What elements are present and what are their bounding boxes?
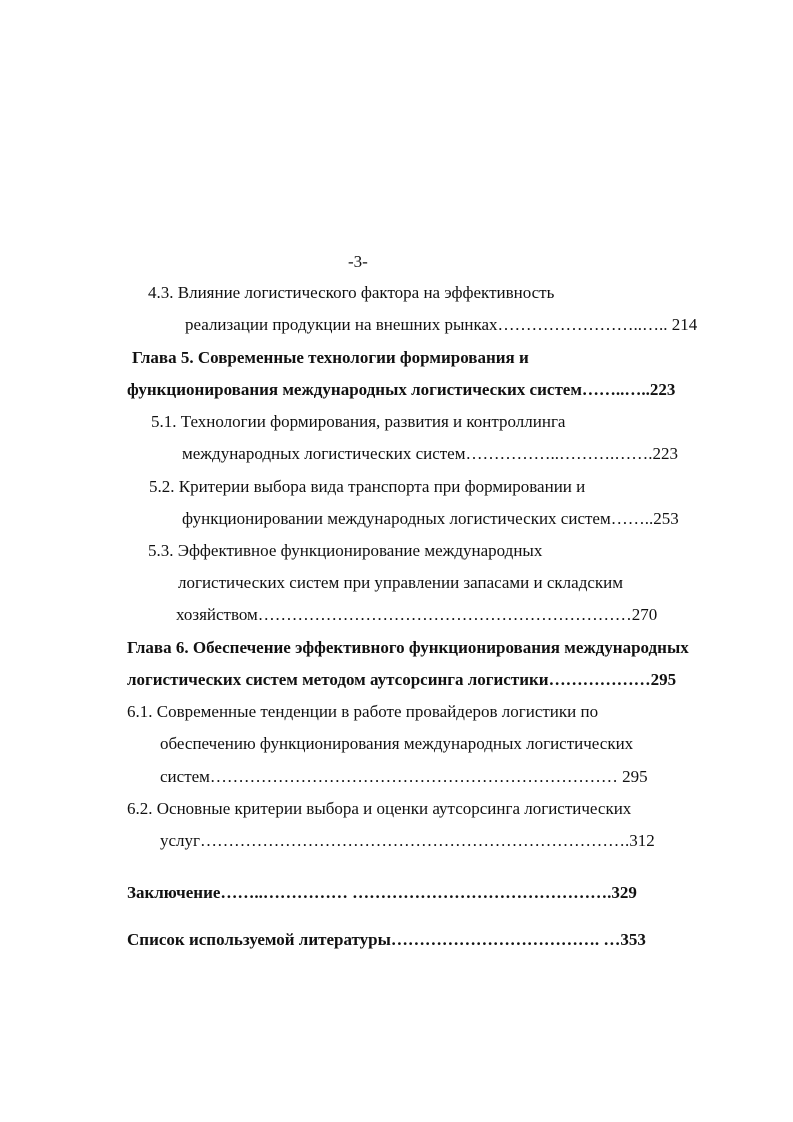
page-number: -3- xyxy=(348,252,368,271)
toc-entry-5-2-line2: функционировании международных логистических систем……..253 xyxy=(182,509,679,528)
toc-entry-6-1-line1: 6.1. Современные тенденции в работе провайдеров логистики по xyxy=(127,702,599,721)
toc-chapter-6-line2: логистических систем методом аутсорсинга логистики………………295 xyxy=(127,670,677,689)
toc-chapter-5-line2: функционирования международных логистических систем……..…..223 xyxy=(127,380,676,399)
toc-chapter-5-line1: Глава 5. Современные технологии формирования и xyxy=(132,348,529,367)
toc-entry-6-1-line3: систем……………………………………………………………… 295 xyxy=(160,767,648,786)
toc-entry-6-1-line2: обеспечению функционирования международных логистических xyxy=(160,734,634,753)
toc-chapter-6-line1: Глава 6. Обеспечение эффективного функционирования международных xyxy=(127,638,689,657)
toc-entry-4-3-line2: реализации продукции на внешних рынках……………………..….. 214 xyxy=(185,315,698,334)
toc-references: Список используемой литературы………………………………. …353 xyxy=(127,930,646,949)
toc-entry-4-3-line1: 4.3. Влияние логистического фактора на эффективность xyxy=(148,283,555,302)
toc-entry-5-2-line1: 5.2. Критерии выбора вида транспорта при формировании и xyxy=(149,477,586,496)
toc-entry-5-3-line1: 5.3. Эффективное функционирование международных xyxy=(148,541,543,560)
toc-entry-6-2-line1: 6.2. Основные критерии выбора и оценки аутсорсинга логистических xyxy=(127,799,632,818)
toc-entry-5-3-line2: логистических систем при управлении запасами и складским xyxy=(178,573,624,592)
toc-entry-5-1-line2: международных логистических систем……………..……….…….223 xyxy=(182,444,678,463)
scan-margin xyxy=(0,0,793,170)
toc-entry-6-2-line2: услуг………………………………………………………………….312 xyxy=(160,831,655,850)
toc-conclusion: Заключение……..…………… ……………………………………….329 xyxy=(127,883,637,902)
toc-entry-5-1-line1: 5.1. Технологии формирования, развития и контроллинга xyxy=(151,412,566,431)
toc-entry-5-3-line3: хозяйством…………………………………………………………270 xyxy=(176,605,658,624)
